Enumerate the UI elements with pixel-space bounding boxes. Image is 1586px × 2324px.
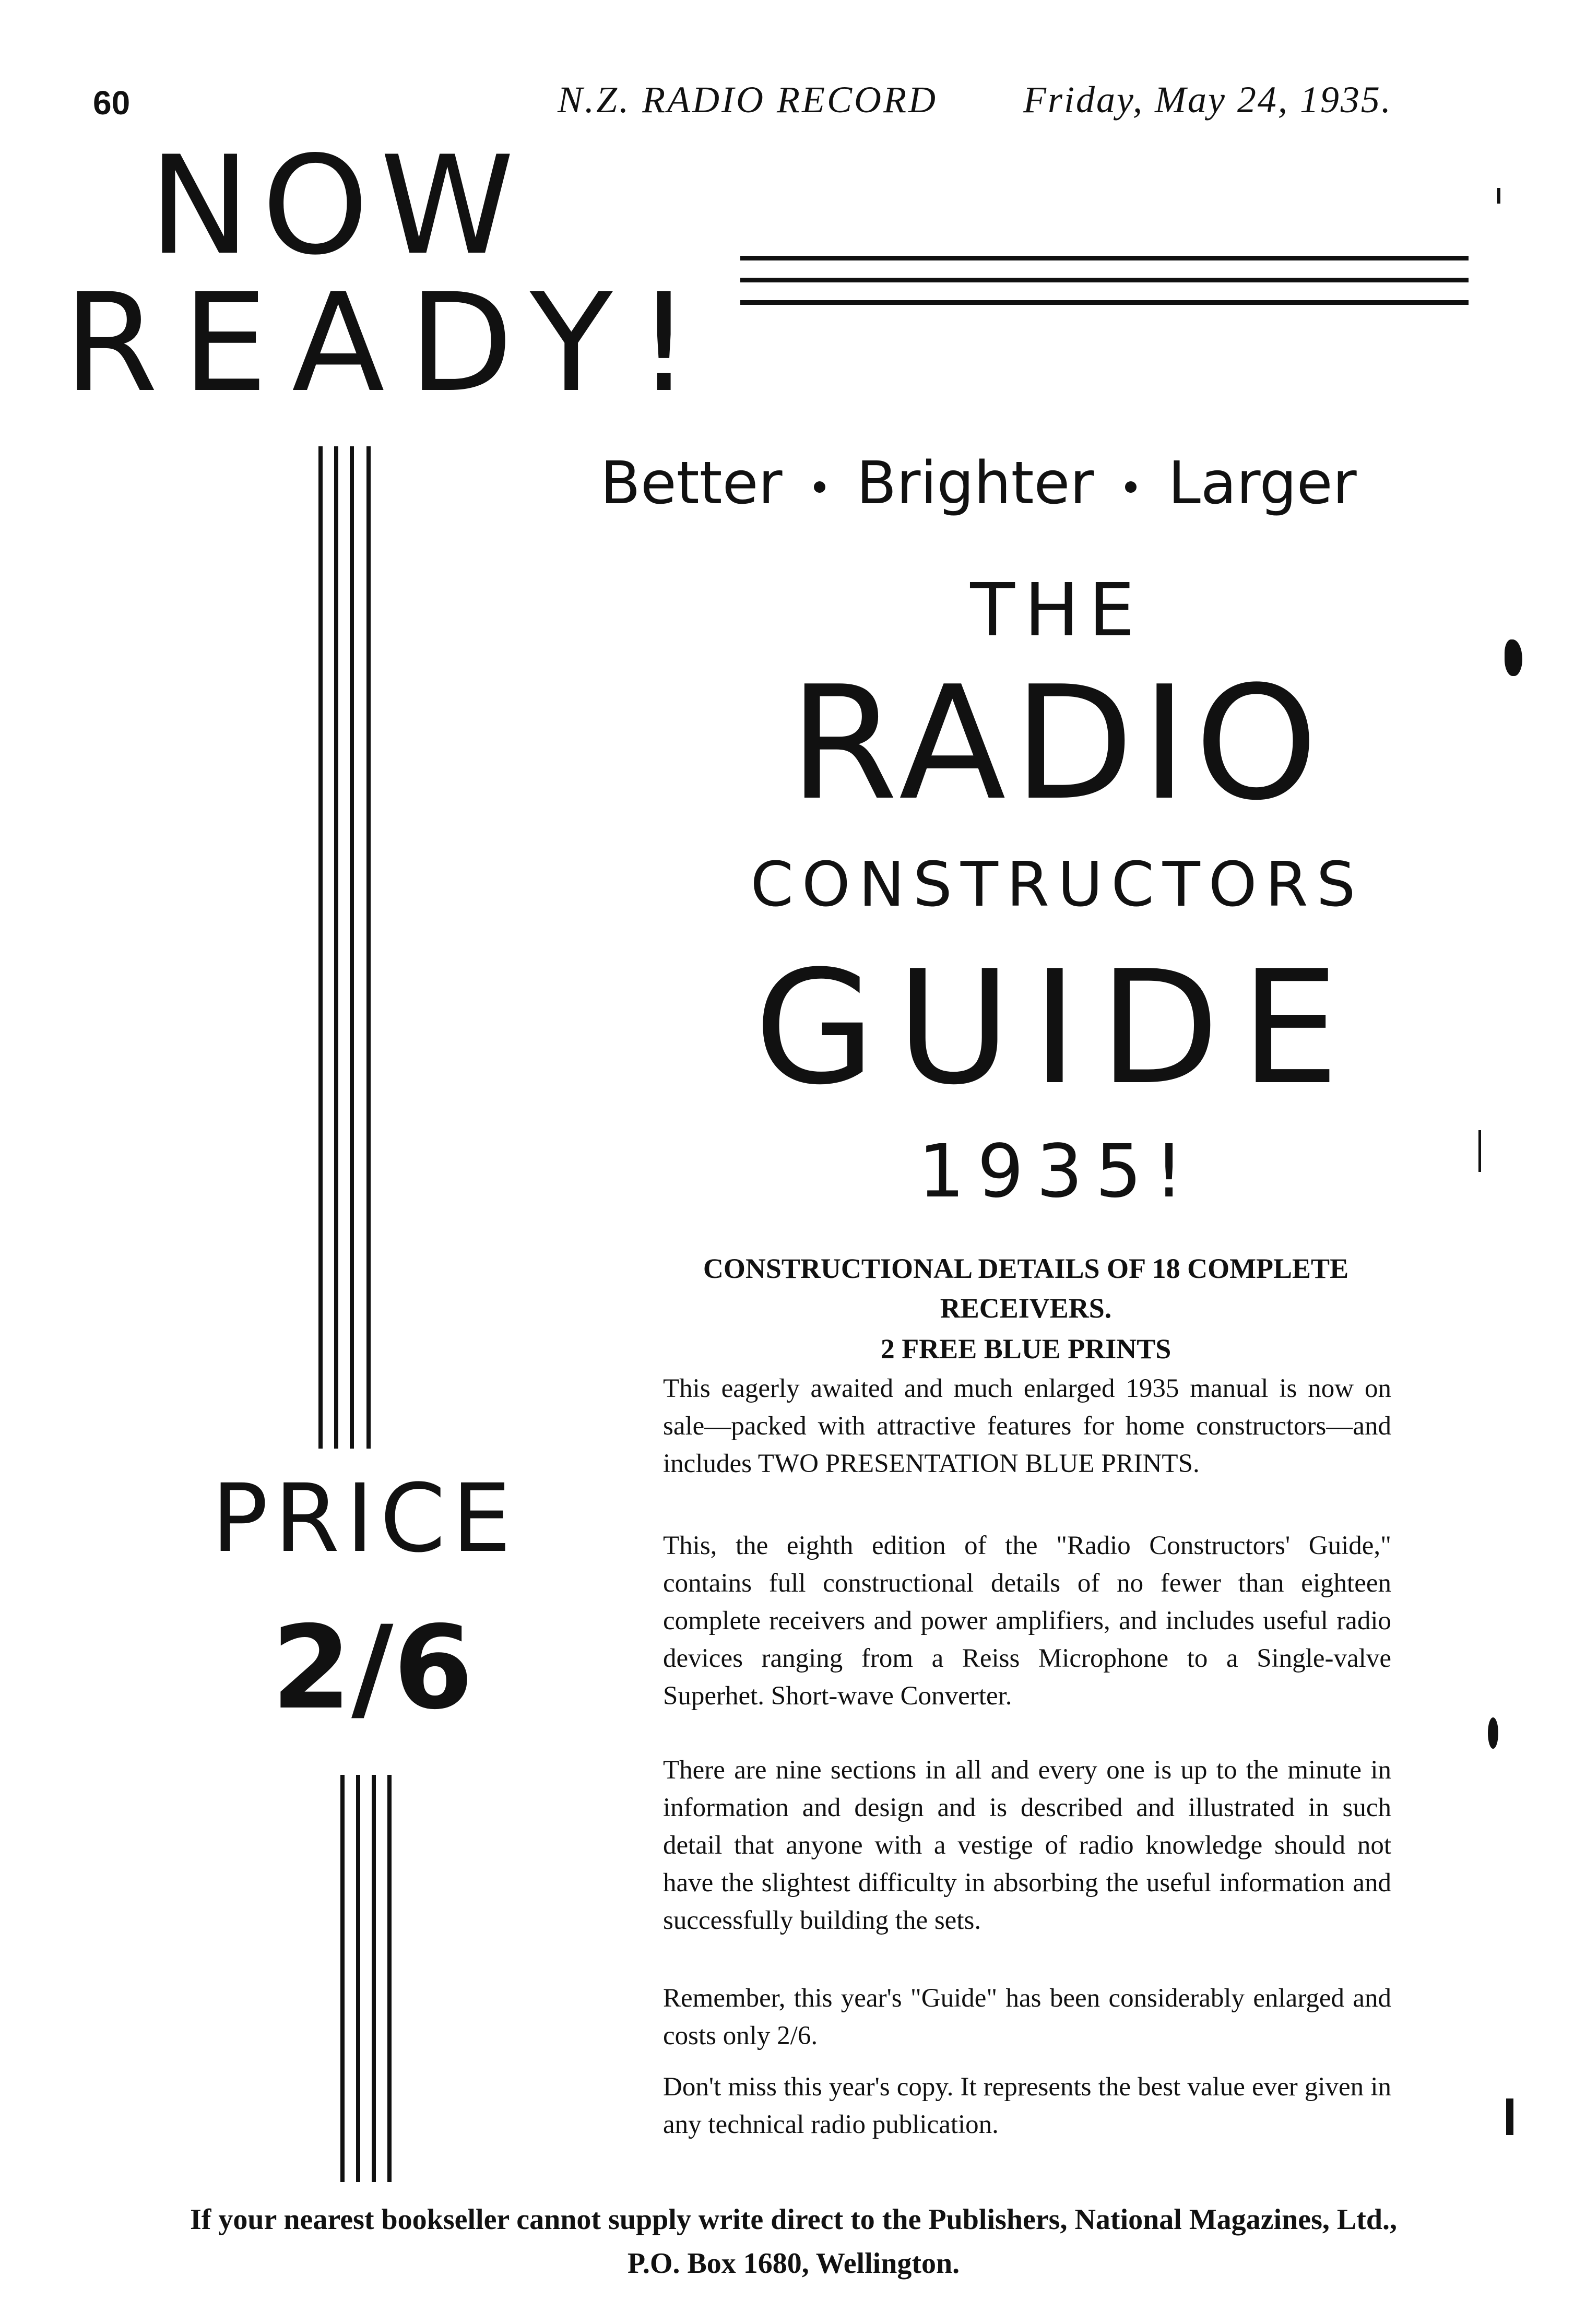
headline-now: NOW [149,127,526,285]
body-paragraph: There are nine sections in all and every one is up to the minute in information and design and is described and illustrated in such detail that anyone with a vestige of radio knowledge should not have the slightest difficulty in absorbing the useful information and successfully building the sets. [663,1756,1391,1935]
title-constructors: CONSTRUCTORS [750,848,1364,920]
body-paragraph: Remember, this year's "Guide" has been considerably enlarged and costs only 2/6. [663,1984,1391,2050]
title-radio: RADIO [789,653,1325,835]
title-year: 1935! [918,1129,1197,1214]
feature-heading: CONSTRUCTIONAL DETAILS OF 18 COMPLETE RECEIVERS. [703,1253,1349,1324]
body-paragraph: This eagerly awaited and much enlarged 1935 manual is now on sale—packed with attractive features for home constructors—and includes TWO PRESENTATION BLUE PRINTS. [663,1374,1391,1478]
bullet-dot [1125,481,1137,493]
price-label: PRICE [211,1464,518,1573]
body-paragraph: This, the eighth edition of the "Radio Constructors' Guide," contains full constructional details of no fewer than eighteen complete receivers and power amplifiers, and includes useful radio devices ranging from a Reiss Microphone to a Single-valve Superhet. Short-wave Converter. [663,1531,1391,1711]
tagline-better: Better [600,449,783,517]
feature-subheading: 2 FREE BLUE PRINTS [880,1333,1171,1365]
tagline [600,449,1436,517]
headline-ready: READY! [64,265,715,422]
body-paragraph: Don't miss this year's copy. It represents the best value ever given in any technical radio publication. [663,2072,1391,2139]
decorative-rule-top [740,256,1469,260]
page-number: 60 [93,84,131,122]
publication-name: N.Z. RADIO RECORD [558,79,938,121]
tagline-brighter: Brighter [856,449,1094,517]
price-value: 2/6 [271,1601,474,1735]
decorative-rule-middle [740,278,1469,282]
bullet-dot [814,481,825,493]
footer-publisher-line: If your nearest bookseller cannot supply write direct to the Publishers, National Magazines, Ltd., [190,2203,1398,2236]
footer-address-line: P.O. Box 1680, Wellington. [627,2247,960,2280]
title-guide: GUIDE [754,937,1360,1119]
tagline-larger: Larger [1168,449,1357,517]
issue-date: Friday, May 24, 1935. [1023,79,1392,121]
decorative-rule-bottom [740,300,1469,305]
title-the: THE [970,568,1144,653]
